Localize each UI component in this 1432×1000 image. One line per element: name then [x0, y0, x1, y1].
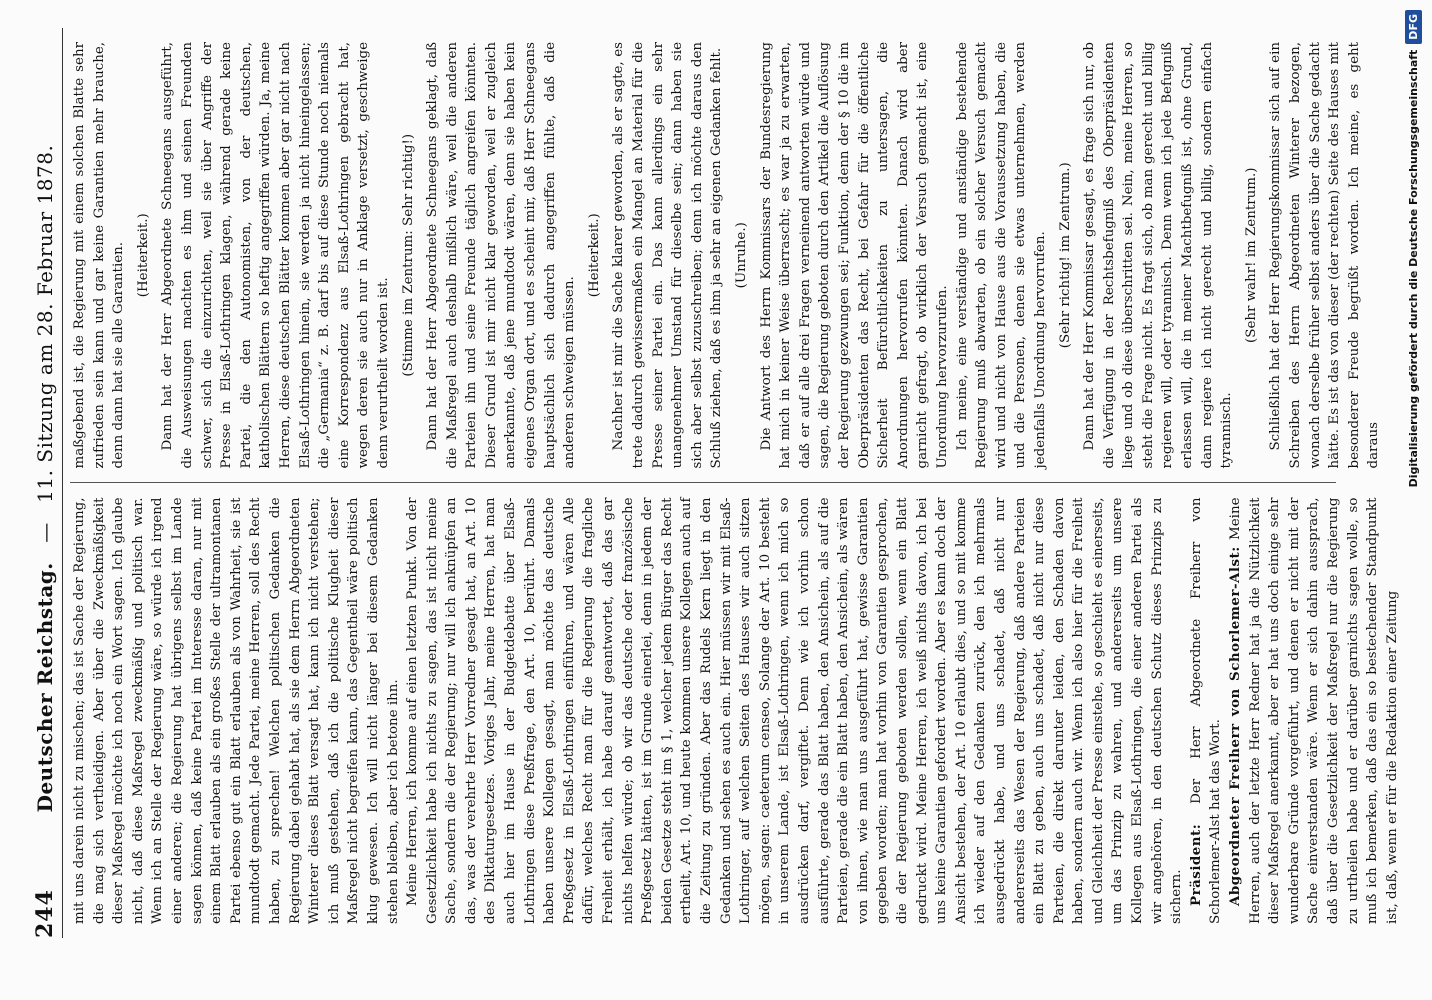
- paragraph: Ich meine, eine verständige und anständige bestehende Regierung muß abwarten, ob ein solcher Versuch gemacht wird und nicht von Hause aus die Voraussetzung haben, die und die Personen, denen sie etwas unternehmen, werden jedenfalls Unordnung hervorrufen.: [954, 42, 1048, 469]
- paragraph: Dann hat der Herr Kommissar gesagt, es frage sich nur, ob die Verfügung in der Rechtsbefugniß des Oberpräsidenten liege und ob diese überschritten sei. Nein, meine Herren, so steht die Frage nicht. Es fragt sich, ob man gerecht und billig regieren will, oder tyrannisch. Denn wenn ich jede Befugniß erlassen will, die in meiner Machtbefugniß ist, ohne Grund, dann regiere ich nicht gerecht und billig, sondern einfach tyrannisch.: [1082, 42, 1235, 469]
- session-date: 11. Sitzung am 28. Februar 1878.: [33, 144, 57, 503]
- publication-name: Deutscher Reichstag.: [33, 562, 57, 813]
- reaction-note: (Sehr wahr! im Zentrum.): [1243, 167, 1259, 343]
- page-number: 244: [32, 889, 58, 938]
- title-separator: —: [33, 522, 57, 543]
- page-header: [18, 28, 63, 938]
- paragraph: Meine Herren, auch der letzte Herr Redner hat ja die Nützlichkeit dieser Maßregel anerkannt, aber er hat uns doch einige sehr wunderbare Gründe vorgeführt, und denen er nicht mit der Sache einverstanden wäre. Wenn er sich dahin aussprach, daß über die Gesetzlichkeit der Maßregel nur die Regierung zu urtheilen habe und er darüber garnichts sagen wolle, so muß ich bemerken, daß das ein so bestechender Standpunkt ist, daß, wenn er für die Redaktion einer Zeitung: [1228, 497, 1400, 924]
- right-column: [70, 28, 1382, 484]
- paragraph: Die Antwort des Herrn Kommissars der Bundesregierung hat mich in keiner Weise überrascht; es war ja zu erwarten, daß er auf alle drei Fragen verneinend antworten würde und sagen, die Regierung geboten durch den Artikel die Auflösung der Regierung gezwungen sei; Funktion, denn der § 10 die im Oberpräsidenten das Recht, bei Gefahr für die öffentliche Sicherheit Befürchtlichkeiten zu untersagen, die Anordnungen hervorrufen könnten. Danach wird aber garnicht gefragt, ob wirklich der Versuch gemacht ist, eine Unordnung hervorzurufen.: [758, 42, 950, 469]
- left-column: [70, 484, 1400, 939]
- dfg-logo: DFG: [1405, 10, 1422, 44]
- reaction-note: (Stimme im Zentrum: Sehr richtig!): [400, 133, 416, 377]
- paragraph: maßgebend ist, die Regierung mit einem solchen Blatte sehr zufrieden sein kann und gar keine Garantien mehr brauche, denn dann hat sie alle Garantien.: [72, 42, 127, 469]
- paragraph: Dann hat der Herr Abgeordnete Schneegans ausgeführt, die Ausweisungen machten es ihm und seinen Freunden schwer, sich die einzurichten, weil sie über Angriffe der Presse in Elsaß-Lothringen klagen, während gerade keine Partei, die den Autonomisten, von der deutschen, katholischen Blättern so heftig angegriffen würden. Ja, meine Herren, diese deutschen Blätter kommen aber gar nicht nach Elsaß-Lothringen hinein, sie werden ja nicht hineingelassen; die „Germania“ z. B. darf bis auf diese Stunde noch niemals eine Korrespondenz aus Elsaß-Lothringen gebracht hat, wegen deren sie auch nur in Anklage versetzt, geschweige denn verurtheilt worden ist.: [160, 42, 391, 469]
- credit-text: Digitalisierung gefördert durch die Deutsche Forschungsgemeinschaft: [1407, 49, 1420, 488]
- reaction-note: (Sehr richtig! im Zentrum.): [1057, 162, 1073, 349]
- paragraph: Der Herr Abgeordnete Freiherr von Schorlemer-Alst hat das Wort.: [1188, 497, 1224, 924]
- speaker-label: Abgeordneter Freiherr von Schorlemer-Alst:: [1227, 546, 1244, 906]
- text-columns: [70, 28, 1400, 938]
- paragraph: Schließlich hat der Herr Regierungskommissar sich auf ein Schreiben des Herrn Abgeordneten Winterer bezogen, wonach derselbe früher selbst anders über die Sache gedacht hätte. Es ist das von dieser (der rechten) Seite des Hauses mit besonderer Freude begrüßt worden. Ich meine, es geht daraus: [1268, 42, 1382, 469]
- reaction-note: (Heiterkeit.): [586, 213, 602, 298]
- running-title: [33, 145, 62, 813]
- paragraph: Dann hat der Herr Abgeordnete Schneegans geklagt, daß die Maßregel auch deshalb mißlich wäre, weil die anderen Parteien ihn und seine Freunde täglich angreifen könnten. Dieser Grund ist mir nicht klar geworden, weil er zugleich anerkannte, daß jene mundtodt wären, denn sie haben kein eigenes Organ dort, und es scheint mir, daß Herr Schneegans hauptsächlich sich dadurch angegriffen fühlte, daß die anderen schweigen müssen.: [425, 42, 578, 469]
- speaker-label: Präsident:: [1187, 823, 1204, 906]
- paragraph: mit uns darein nicht zu mischen; das ist Sache der Regierung, die mag sich vertheidigen. Aber über die Zweckmäßigkeit dieser Maßregel möchte ich noch ein Wort sagen. Ich glaube nicht, daß diese Maßregel zweckmäßig und politisch war. Wenn ich an Stelle der Regierung wäre, so würde ich irgend einer anderen; die Regierung hat übrigens selbst im Lande sagen können, daß keine Partei im Interesse daran, nur mit einem Blatt erlauben als ein großes Stelle der ultramontanen Partei ebenso gut ein Blatt erlauben als von Wahrheit, sie ist mundtodt gemacht. Jede Partei, meine Herren, soll des Recht haben, zu sprechen! Welchen politischen Gedanken die Regierung dabei gehabt hat, als sie dem Herrn Abgeordneten Winterer dieses Blatt versagt hat, kann ich nicht verstehen; ich muß gestehen, daß ich die politische Klugheit dieser Maßregel nicht begreifen kann, das Gegentheil wäre politisch klug gewesen. Ich will nicht länger bei diesem Gedanken stehen bleiben, aber ich betone ihn.: [72, 497, 401, 924]
- paragraph: Meine Herren, ich komme auf einen letzten Punkt. Von der Gesetzlichkeit habe ich nichts zu sagen, das ist nicht meine Sache, sondern die der Regierung; nur will ich anknüpfen an das, was der verehrte Herr Vorredner gesagt hat, an Art. 10 des Diktaturgesetzes. Voriges Jahr, meine Herren, hat man auch hier im Hause in der Budgetdebatte über Elsaß-Lothringen diese Preßfrage, den Art. 10, berührt. Damals haben unsere Kollegen gesagt, man möchte das deutsche Preßgesetz in Elsaß-Lothringen einführen, und wären Alle dafür, welches Recht man für die Regierung die fragliche Freiheit erhält, ich habe darauf geantwortet, daß das gar nichts helfen würde; ob wir das deutsche oder französische Preßgesetz hätten, ist im Grunde einerlei, denn in jedem der beiden Gesetze steht im § 1, welcher jedem Bürger das Recht ertheilt, Art. 10, und heute kommen unsere Kollegen auch auf die Zeitung zu gründen. Aber das Rudels Kern liegt in den Gedanken und sehen es auch ein. Hier müssen wir mit Elsaß-Lothringer, auf welchen Seiten des Hauses wir auch sitzen mögen, sagen: caeterum censeo, Solange der Art. 10 besteht in unserem Lande, ist Elsaß-Lothringen, wenn ich mich so ausdrücken darf, vergiftet. Denn wie ich vorhin schon ausführte, gerade das Blatt haben, den Ansichein, als auf die Parteien, gerade die ein Blatt haben, den Ansichein, als wären von ihnen, wie man uns ausgeführt hat, gewisse Garantien gegeben worden; man hat vorhin von Garantien gesprochen, die der Regierung geboten werden sollen, wenn ein Blatt gedruckt wird. Meine Herren, ich weiß nichts davon, ich bei uns keine Garantien gefordert worden. Aber es kann doch der Ansicht bestehen, der Art. 10 erlaubt dies, und so mit komme ich wieder auf den Gedanken zurück, den ich mehrmals ausgedrückt habe, und uns schadet, daß nicht nur andererseits das Wesen der Regierung, daß andere Parteien ein Blatt zu geben, auch uns schadet, daß nicht nur diese Parteien, die direkt darunter leiden, den Schaden davon haben, sondern auch wir. Wenn ich also hier für die Freiheit und Gleichheit der Presse einstehe, so geschieht es einerseits, um das Prinzip zu wahren, und andererseits um unsere Kollegen aus Elsaß-Lothringen, die einer anderen Partei als wir angehören, in den deutschen Schutz dieses Prinzips zu sichern.: [405, 497, 1185, 924]
- digitization-credit: [1405, 10, 1422, 640]
- paragraph: Nachher ist mir die Sache klarer geworden, als er sagte, es trete dadurch gewissermaßen ein Mangel an Material für die Presse seiner Partei ein. Das kann allerdings ein sehr unangenehmer Umstand für dieselbe sein; dann haben sie sich aber selbst zuzuschreiben; denn ich möchte daraus den Schluß ziehen, daß es ihm ja sehr an eigenen Gedanken fehlt.: [611, 42, 725, 469]
- reaction-note: (Unruhe.): [734, 222, 749, 289]
- reaction-note: (Heiterkeit.): [135, 213, 151, 298]
